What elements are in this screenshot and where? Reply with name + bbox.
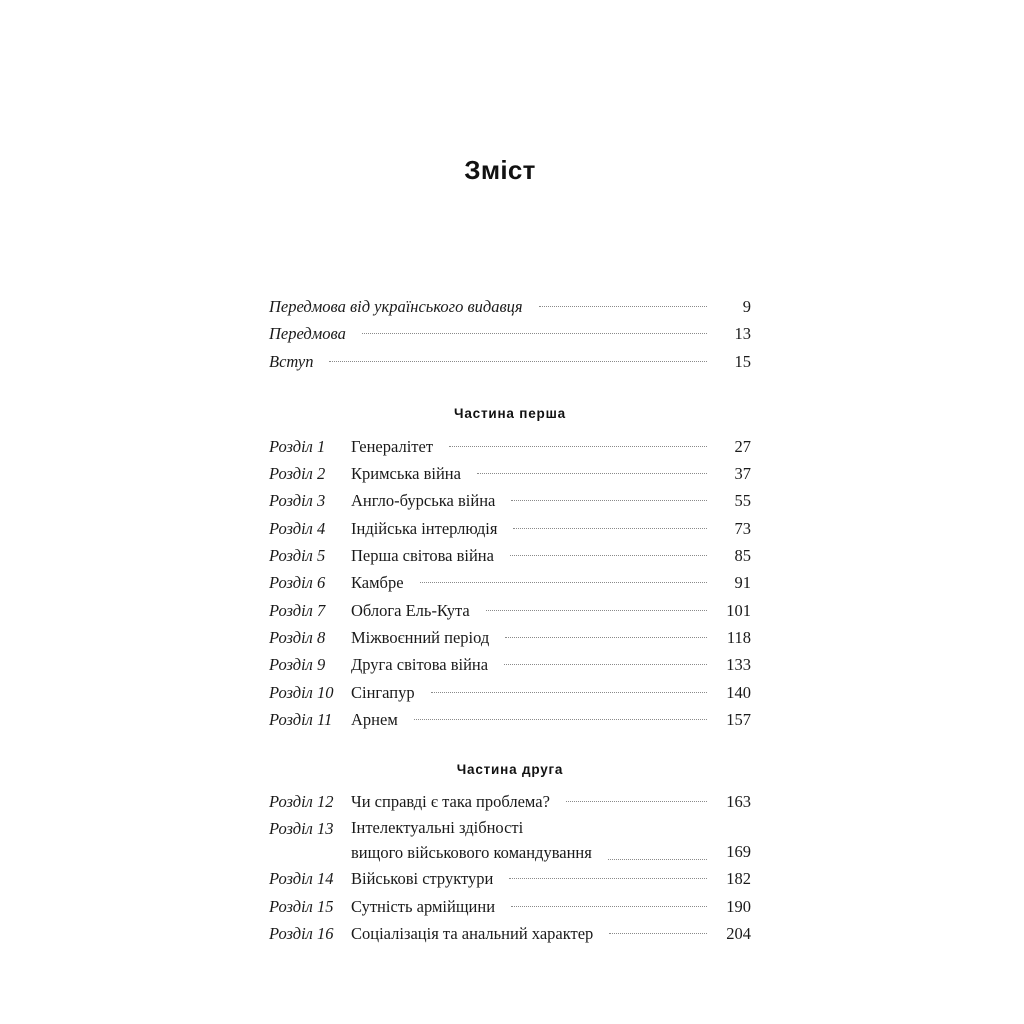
toc-entry-chapter-3[interactable] — [269, 487, 751, 514]
page-number: 13 — [734, 324, 751, 344]
chapter-number: Розділ 7 — [269, 600, 326, 620]
part-two-heading: Частина друга — [456, 762, 564, 778]
entry-title: Чи справді є така проблема? — [351, 792, 550, 812]
entry-title: Облога Ель-Кута — [351, 600, 470, 620]
chapter-number: Розділ 11 — [269, 709, 333, 729]
toc-entry-chapter-13[interactable] — [269, 815, 751, 865]
toc-entry-chapter-2[interactable] — [269, 460, 751, 487]
page-number: 157 — [726, 709, 751, 729]
dot-leader — [362, 333, 707, 334]
page-number: 15 — [734, 351, 751, 371]
part-one-heading: Частина перша — [454, 405, 566, 421]
entry-title: Сутність армійщини — [351, 896, 496, 916]
toc-entry-chapter-4[interactable] — [269, 515, 751, 542]
page-number: 133 — [726, 655, 751, 675]
entry-title: Передмова від українського видавця — [269, 297, 523, 316]
chapter-number: Розділ 6 — [269, 573, 326, 593]
chapter-number: Розділ 15 — [269, 896, 334, 916]
chapter-number: Розділ 4 — [269, 518, 326, 538]
chapter-number: Розділ 2 — [269, 464, 326, 484]
part-one-chapter-list — [269, 433, 751, 733]
dot-leader — [477, 473, 707, 474]
dot-leader — [431, 692, 707, 693]
dot-leader — [609, 933, 707, 934]
entry-title-line-1: Інтелектуальні здібності — [351, 818, 524, 838]
chapter-number: Розділ 5 — [269, 546, 326, 566]
toc-entry-chapter-12[interactable] — [269, 788, 751, 815]
toc-entry-preface[interactable] — [269, 320, 751, 347]
toc-entry-chapter-8[interactable] — [269, 624, 751, 651]
page-number: 9 — [742, 297, 751, 316]
table-of-contents — [269, 293, 751, 947]
entry-title: Арнем — [351, 709, 398, 729]
page-number: 55 — [734, 491, 751, 511]
dot-leader — [414, 719, 707, 720]
toc-entry-chapter-10[interactable] — [269, 679, 751, 706]
chapter-number: Розділ 1 — [269, 436, 326, 456]
chapter-number: Розділ 14 — [269, 869, 334, 889]
dot-leader — [608, 859, 707, 860]
page-number: 27 — [734, 436, 751, 456]
dot-leader — [510, 555, 707, 556]
toc-entry-chapter-15[interactable] — [269, 893, 751, 920]
toc-entry-chapter-1[interactable] — [269, 433, 751, 460]
entry-title: Вступ — [269, 351, 314, 371]
dot-leader — [511, 906, 707, 907]
chapter-number: Розділ 9 — [269, 655, 326, 675]
entry-title-block — [351, 815, 592, 865]
dot-leader — [329, 361, 707, 362]
chapter-number: Розділ 12 — [269, 792, 334, 812]
entry-title: Генералітет — [351, 436, 434, 456]
dot-leader — [513, 528, 707, 529]
toc-entry-chapter-11[interactable] — [269, 706, 751, 733]
toc-entry-chapter-16[interactable] — [269, 920, 751, 947]
page-number: 169 — [726, 842, 751, 862]
page-number: 85 — [734, 546, 751, 566]
entry-title: Сінгапур — [351, 682, 415, 702]
chapter-number: Розділ 3 — [269, 491, 326, 511]
entry-title: Передмова — [269, 324, 346, 344]
entry-title: Камбре — [351, 573, 404, 593]
dot-leader — [509, 878, 707, 879]
dot-leader — [511, 500, 707, 501]
entry-title: Міжвоєнний період — [351, 627, 490, 647]
chapter-number: Розділ 13 — [269, 819, 334, 839]
page-number: 101 — [726, 600, 751, 620]
entry-title: Англо-бурська війна — [351, 491, 496, 511]
toc-entry-publisher-preface[interactable] — [269, 293, 751, 320]
page-number: 190 — [726, 896, 751, 916]
entry-title: Соціалізація та анальний характер — [351, 924, 594, 944]
dot-leader — [566, 801, 707, 802]
page-number: 204 — [726, 924, 751, 944]
page-number: 37 — [734, 464, 751, 484]
dot-leader — [449, 446, 707, 447]
dot-leader — [420, 582, 707, 583]
dot-leader — [539, 306, 707, 307]
dot-leader — [504, 664, 707, 665]
page-number: 73 — [734, 518, 751, 538]
entry-title: Військові структури — [351, 869, 494, 889]
dot-leader — [486, 610, 707, 611]
part-two-chapter-list — [269, 788, 751, 947]
chapter-number: Розділ 16 — [269, 924, 334, 944]
entry-title-line-2: вищого військового командування — [351, 843, 592, 863]
page-number: 182 — [726, 869, 751, 889]
entry-title: Перша світова війна — [351, 546, 494, 566]
chapter-number: Розділ 10 — [269, 682, 334, 702]
front-matter-list — [269, 293, 751, 375]
toc-entry-chapter-7[interactable] — [269, 597, 751, 624]
chapter-number: Розділ 8 — [269, 627, 326, 647]
toc-entry-chapter-14[interactable] — [269, 865, 751, 892]
toc-entry-introduction[interactable] — [269, 348, 751, 375]
entry-title: Друга світова війна — [351, 655, 489, 675]
dot-leader — [505, 637, 707, 638]
toc-entry-chapter-6[interactable] — [269, 569, 751, 596]
entry-title: Індійська інтерлюдія — [351, 518, 498, 538]
page-title: Зміст — [464, 155, 536, 186]
page-number: 91 — [734, 573, 751, 593]
toc-entry-chapter-5[interactable] — [269, 542, 751, 569]
page-number: 140 — [726, 682, 751, 702]
entry-title: Кримська війна — [351, 464, 461, 484]
page-number: 118 — [726, 627, 751, 647]
page-number: 163 — [726, 792, 751, 812]
toc-entry-chapter-9[interactable] — [269, 651, 751, 678]
